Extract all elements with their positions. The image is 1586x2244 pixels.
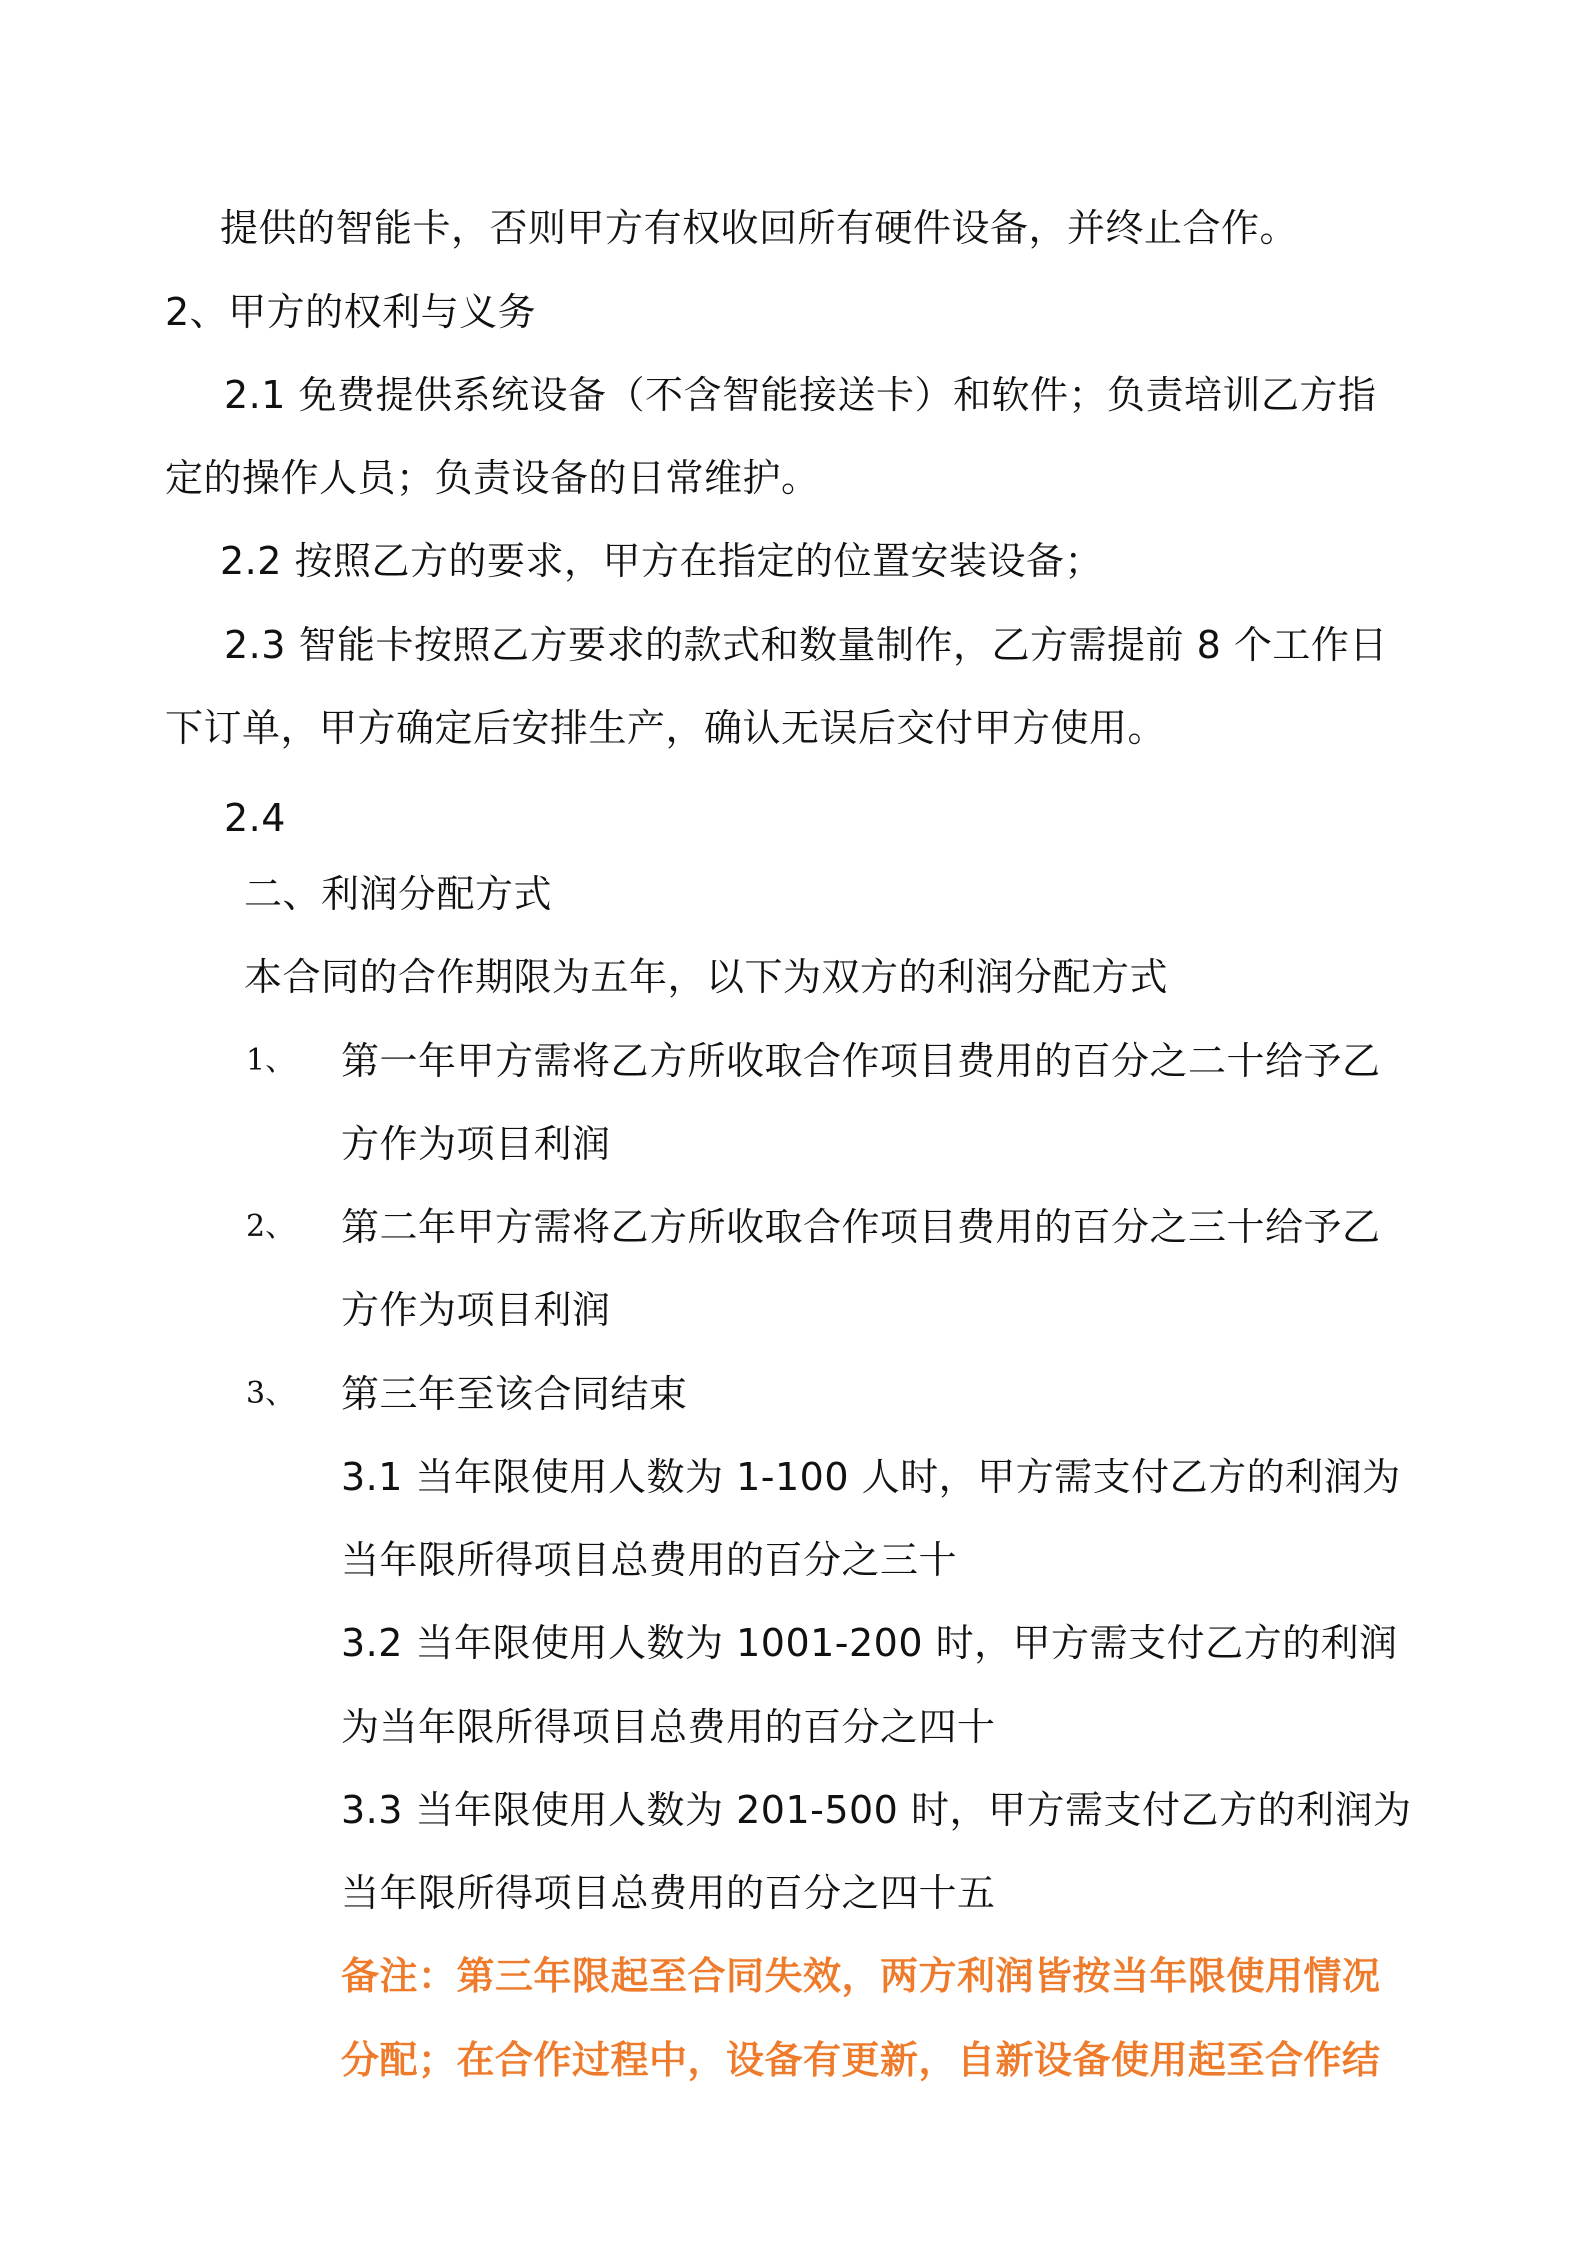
paragraph-smart-card-clause: 提供的智能卡，否则甲方有权收回所有硬件设备，并终止合作。 <box>220 206 1299 250</box>
list-number-1: 1、 <box>246 1043 296 1078</box>
subclause-3-1-line1: 3.1 当年限使用人数为 1-100 人时，甲方需支付乙方的利润为 <box>341 1455 1401 1499</box>
subclause-3-1-line2: 当年限所得项目总费用的百分之三十 <box>341 1538 958 1582</box>
list-item-2-line2: 方作为项目利润 <box>341 1288 611 1332</box>
clause-2-4: 2.4 <box>224 796 286 840</box>
list-number-2: 2、 <box>246 1209 296 1244</box>
clause-2-3-line2: 下订单，甲方确定后安排生产，确认无误后交付甲方使用。 <box>165 706 1167 750</box>
clause-2-1-line1: 2.1 免费提供系统设备（不含智能接送卡）和软件；负责培训乙方指 <box>224 373 1377 417</box>
profit-intro: 本合同的合作期限为五年，以下为双方的利润分配方式 <box>244 955 1169 999</box>
note-line2: 分配；在合作过程中，设备有更新，自新设备使用起至合作结 <box>341 2038 1381 2082</box>
list-item-3-line1: 第三年至该合同结束 <box>341 1372 688 1416</box>
subclause-3-2-line2: 为当年限所得项目总费用的百分之四十 <box>341 1705 996 1749</box>
clause-2-2: 2.2 按照乙方的要求，甲方在指定的位置安装设备； <box>220 539 1104 583</box>
section-heading-party-a-rights: 2、甲方的权利与义务 <box>165 290 537 334</box>
list-item-1-line2: 方作为项目利润 <box>341 1122 611 1166</box>
note-line1: 备注：第三年限起至合同失效，两方利润皆按当年限使用情况 <box>341 1954 1381 1998</box>
list-item-2-line1: 第二年甲方需将乙方所收取合作项目费用的百分之三十给予乙 <box>341 1205 1381 1249</box>
subclause-3-3-line2: 当年限所得项目总费用的百分之四十五 <box>341 1871 996 1915</box>
subclause-3-2-line1: 3.2 当年限使用人数为 1001-200 时，甲方需支付乙方的利润 <box>341 1621 1398 1665</box>
clause-2-1-line2: 定的操作人员；负责设备的日常维护。 <box>165 456 820 500</box>
subclause-3-3-line1: 3.3 当年限使用人数为 201-500 时，甲方需支付乙方的利润为 <box>341 1788 1412 1832</box>
clause-2-3-line1: 2.3 智能卡按照乙方要求的款式和数量制作，乙方需提前 8 个工作日 <box>224 623 1388 667</box>
section-heading-profit-distribution: 二、利润分配方式 <box>244 872 553 916</box>
list-item-1-line1: 第一年甲方需将乙方所收取合作项目费用的百分之二十给予乙 <box>341 1039 1381 1083</box>
list-number-3: 3、 <box>246 1376 296 1411</box>
